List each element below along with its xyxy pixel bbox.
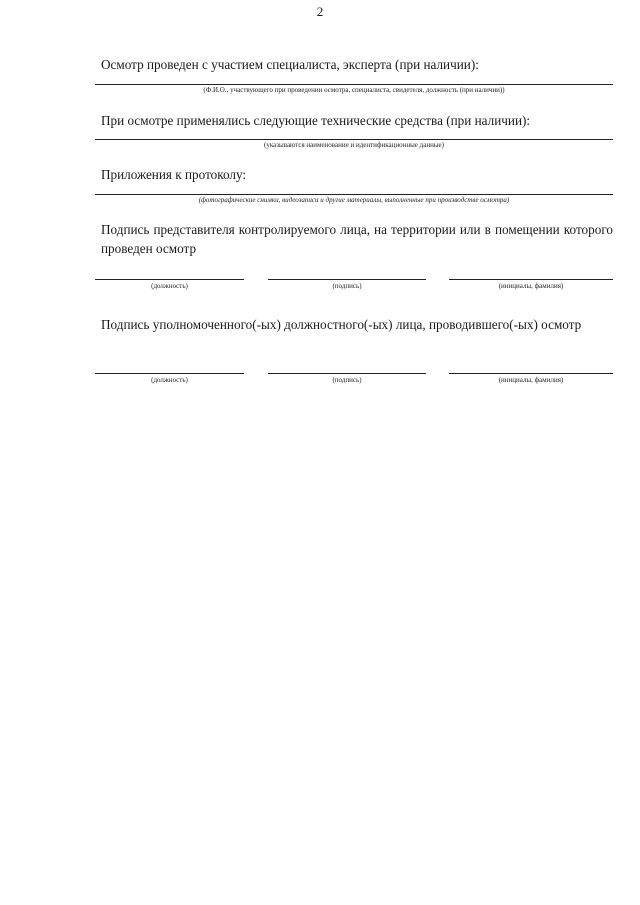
controlled-person-signature-caption: (подпись) bbox=[332, 282, 362, 290]
technical-means-caption: (указываются наименование и идентификационные данные) bbox=[264, 141, 444, 149]
technical-means-fill-line[interactable] bbox=[95, 139, 613, 140]
specialist-heading: Осмотр проведен с участием специалиста, эксперта (при наличии): bbox=[101, 57, 479, 72]
controlled-person-signature-heading bbox=[101, 220, 613, 258]
official-signature-heading: Подпись уполномоченного(-ых) должностного(-ых) лица, проводившего(-ых) осмотр bbox=[101, 317, 582, 332]
attachments-heading: Приложения к протоколу: bbox=[101, 167, 247, 182]
technical-means-heading: При осмотре применялись следующие технические средства (при наличии): bbox=[101, 113, 531, 128]
official-position-line[interactable] bbox=[95, 373, 244, 374]
official-name-line[interactable] bbox=[449, 373, 613, 374]
controlled-person-heading-line2: проведен осмотр bbox=[101, 241, 197, 256]
official-name-caption: (инициалы, фамилия) bbox=[498, 376, 564, 384]
controlled-person-heading-line1: Подпись представителя контролируемого лица, на территории или в помещении которого bbox=[101, 222, 613, 237]
official-signature-line[interactable] bbox=[268, 373, 426, 374]
controlled-person-position-caption: (должность) bbox=[151, 282, 188, 290]
attachments-caption: (фотографические снимки, видеозаписи и другие материалы, выполненные при производстве осмотра) bbox=[198, 196, 510, 204]
controlled-person-name-caption: (инициалы, фамилия) bbox=[498, 282, 564, 290]
controlled-person-position-line[interactable] bbox=[95, 279, 244, 280]
attachments-fill-line[interactable] bbox=[95, 194, 613, 195]
specialist-fill-line[interactable] bbox=[95, 84, 613, 85]
page-number: 2 bbox=[316, 4, 324, 19]
controlled-person-name-line[interactable] bbox=[449, 279, 613, 280]
controlled-person-signature-line[interactable] bbox=[268, 279, 426, 280]
official-position-caption: (должность) bbox=[151, 376, 188, 384]
official-signature-caption: (подпись) bbox=[332, 376, 362, 384]
specialist-caption: (Ф.И.О., участвующего при проведении осмотра, специалиста, свидетеля, должность (при наличии)) bbox=[203, 86, 505, 94]
